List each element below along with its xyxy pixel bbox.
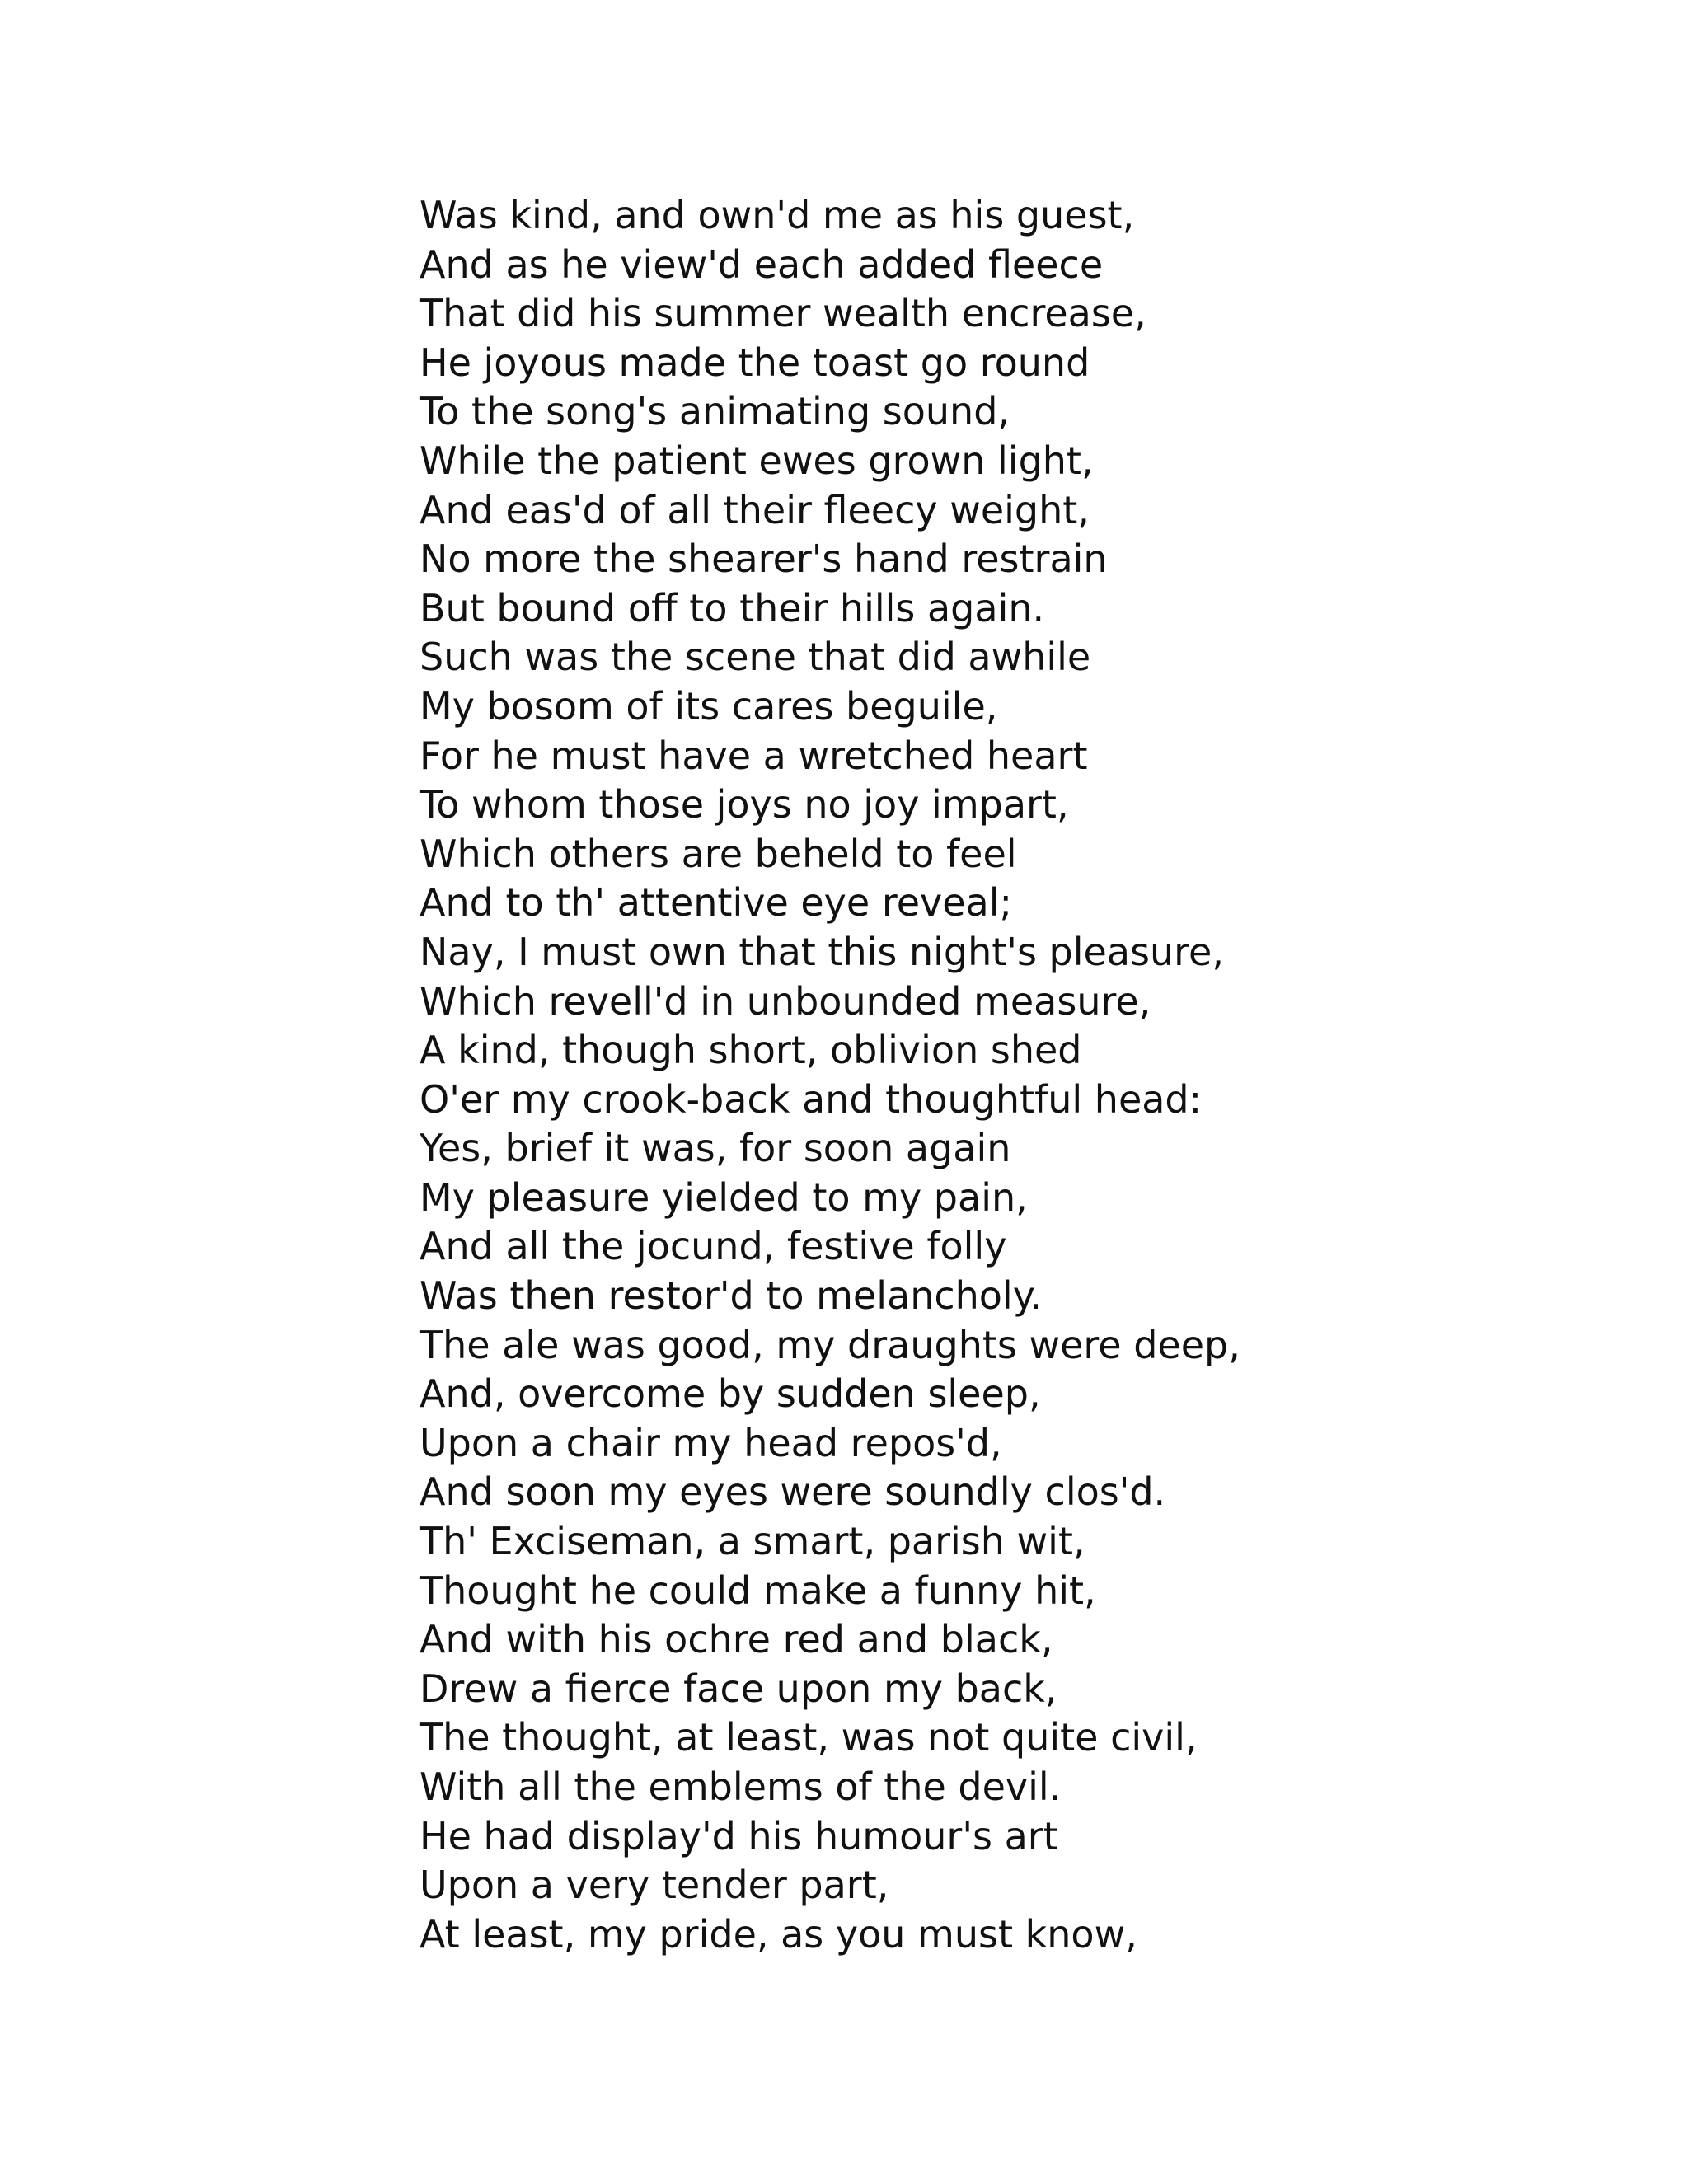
- poem-line: Upon a very tender part,: [420, 1863, 889, 1908]
- poem-line: And as he view'd each added fleece: [420, 241, 1104, 287]
- poem-line: He had display'd his humour's art: [420, 1813, 1058, 1858]
- poem-text: [420, 191, 1240, 1959]
- poem-line: Drew a fierce face upon my back,: [420, 1666, 1057, 1711]
- poem-line: At least, my pride, as you must know,: [420, 1911, 1137, 1957]
- poem-line: Th' Exciseman, a smart, parish wit,: [420, 1519, 1085, 1564]
- poem-line: Which others are beheld to feel: [420, 831, 1017, 876]
- poem-line: For he must have a wretched heart: [420, 733, 1088, 778]
- poem-line: And, overcome by sudden sleep,: [420, 1371, 1041, 1417]
- poem-line: To the song's animating sound,: [420, 389, 1010, 434]
- poem-line: Yes, brief it was, for soon again: [420, 1126, 1011, 1171]
- poem-line: And soon my eyes were soundly clos'd.: [420, 1469, 1166, 1515]
- poem-line: My bosom of its cares beguile,: [420, 683, 998, 729]
- poem-line: A kind, though short, oblivion shed: [420, 1028, 1082, 1073]
- poem-line: Upon a chair my head repos'd,: [420, 1420, 1002, 1465]
- poem-line: No more the shearer's hand restrain: [420, 537, 1108, 582]
- poem-line: The thought, at least, was not quite civil,: [420, 1715, 1198, 1760]
- poem-line: That did his summer wealth encrease,: [420, 291, 1146, 336]
- poem-line: And all the jocund, festive folly: [420, 1224, 1007, 1269]
- poem-line: The ale was good, my draughts were deep,: [420, 1322, 1240, 1367]
- poem-line: O'er my crook-back and thoughtful head:: [420, 1076, 1203, 1122]
- poem-line: Was then restor'd to melancholy.: [420, 1273, 1043, 1319]
- poem-line: With all the emblems of the devil.: [420, 1765, 1062, 1809]
- poem-line: And to th' attentive eye reveal;: [420, 880, 1013, 926]
- poem-line: Thought he could make a funny hit,: [420, 1568, 1096, 1613]
- poem-line: He joyous made the toast go round: [420, 340, 1090, 385]
- poem-line: Was kind, and own'd me as his guest,: [420, 193, 1135, 237]
- poem-line: Such was the scene that did awhile: [420, 635, 1091, 680]
- poem-line: And eas'd of all their fleecy weight,: [420, 487, 1090, 532]
- poem-line: To whom those joys no joy impart,: [420, 782, 1069, 827]
- poem-line: Which revell'd in unbounded measure,: [420, 978, 1151, 1024]
- poem-line: Nay, I must own that this night's pleasure,: [420, 929, 1224, 974]
- poem-line: And with his ochre red and black,: [420, 1617, 1053, 1662]
- poem-line: But bound off to their hills again.: [420, 585, 1045, 630]
- poem-line: My pleasure yielded to my pain,: [420, 1174, 1028, 1220]
- poem-line: While the patient ewes grown light,: [420, 438, 1094, 483]
